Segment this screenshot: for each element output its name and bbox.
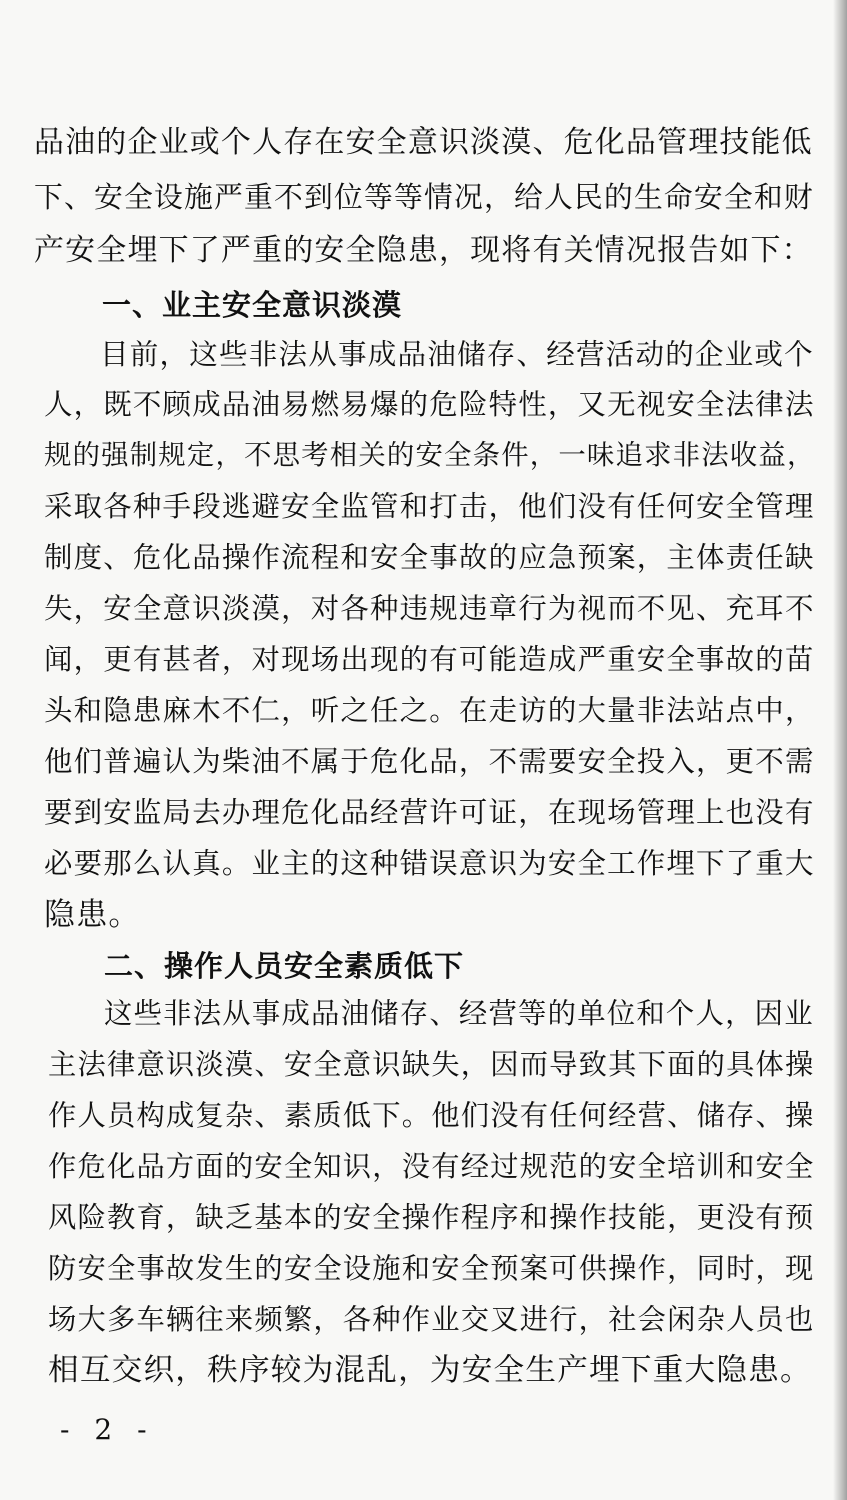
- body-line: 失，安全意识淡漠，对各种违规违章行为视而不见、充耳不: [44, 592, 815, 625]
- body-line: 下、安全设施严重不到位等等情况，给人民的生命安全和财: [34, 180, 814, 214]
- body-line: 相互交织，秩序较为混乱，为安全生产埋下重大隐患。: [48, 1353, 812, 1388]
- body-line: 隐患。: [44, 897, 141, 933]
- page-number: - 2 -: [60, 1413, 155, 1446]
- body-line: 产安全埋下了严重的安全隐患，现将有关情况报告如下：: [34, 233, 813, 268]
- body-line: 人，既不顾成品油易燃易爆的危险特性，又无视安全法律法: [44, 388, 815, 421]
- body-line: 主法律意识淡漠、安全意识缺失，因而导致其下面的具体操: [48, 1048, 815, 1081]
- body-line: 闻，更有甚者，对现场出现的有可能造成严重安全事故的苗: [44, 643, 815, 676]
- body-line: 这些非法从事成品油储存、经营等的单位和个人，因业: [104, 997, 814, 1030]
- body-line: 场大多车辆往来频繁，各种作业交叉进行，社会闲杂人员也: [48, 1303, 815, 1336]
- section-heading-1: 一、业主安全意识淡漠: [102, 288, 403, 322]
- body-line: 风险教育，缺乏基本的安全操作程序和操作技能，更没有预: [48, 1201, 815, 1234]
- page-edge-shadow: [833, 0, 847, 1500]
- body-line: 要到安监局去办理危化品经营许可证，在现场管理上也没有: [44, 796, 815, 829]
- body-line: 防安全事故发生的安全设施和安全预案可供操作，同时，现: [48, 1252, 815, 1285]
- body-line: 制度、危化品操作流程和安全事故的应急预案，主体责任缺: [44, 541, 815, 574]
- body-line: 必要那么认真。业主的这种错误意识为安全工作埋下了重大: [44, 847, 815, 880]
- section-heading-2: 二、操作人员安全素质低下: [104, 949, 465, 983]
- body-line: 作人员构成复杂、素质低下。他们没有任何经营、储存、操: [48, 1099, 815, 1132]
- body-line: 目前，这些非法从事成品油储存、经营活动的企业或个: [100, 337, 814, 371]
- body-line: 头和隐患麻木不仁，听之任之。在走访的大量非法站点中，: [44, 694, 815, 727]
- body-line: 采取各种手段逃避安全监管和打击，他们没有任何安全管理: [44, 490, 815, 523]
- body-line: 品油的企业或个人存在安全意识淡漠、危化品管理技能低: [34, 125, 813, 160]
- body-line: 他们普遍认为柴油不属于危化品，不需要安全投入，更不需: [44, 745, 815, 778]
- body-line: 规的强制规定，不思考相关的安全条件，一味追求非法收益，: [44, 440, 816, 471]
- body-line: 作危化品方面的安全知识，没有经过规范的安全培训和安全: [48, 1150, 815, 1183]
